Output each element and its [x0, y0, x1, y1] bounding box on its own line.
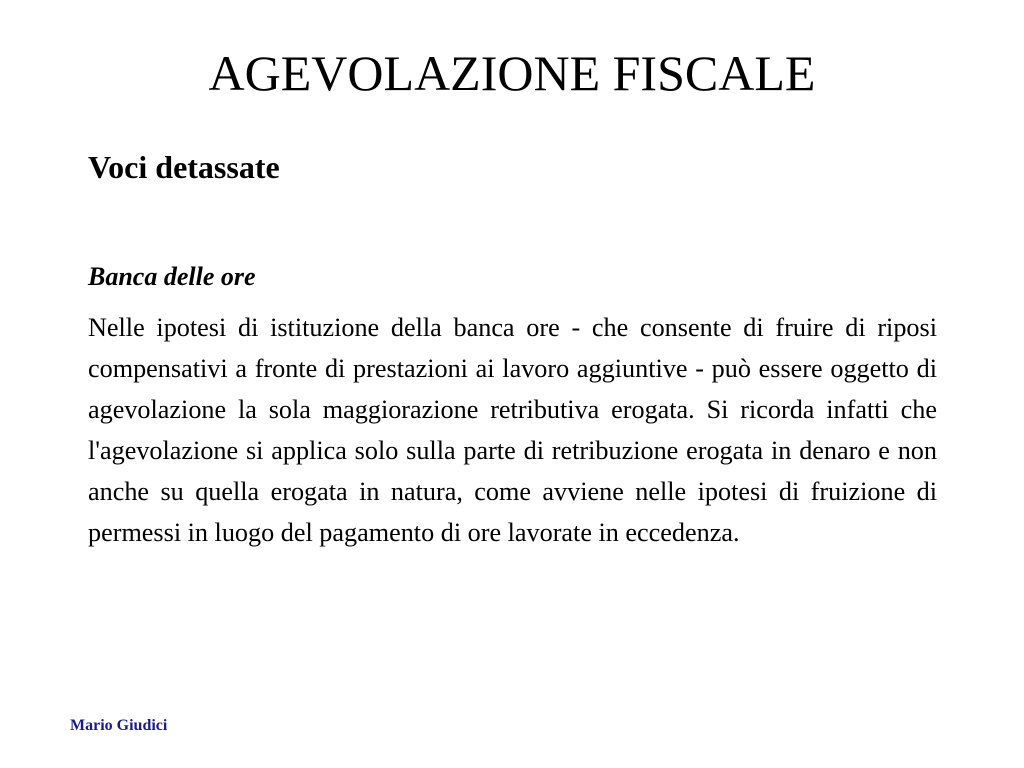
sub-heading: Banca delle ore	[88, 262, 256, 291]
slide-title: AGEVOLAZIONE FISCALE	[208, 45, 816, 101]
body-paragraph: Nelle ipotesi di istituzione della banca ore - che consente di fruire di riposi compensativi a fronte di prestazioni ai lavoro aggiuntive - può essere oggetto di agevolazione la sola maggiorazione retributiva erogata. Si ricorda infatti che l'agevolazione si applica solo sulla parte di retribuzione erogata in denaro e non anche su quella erogata in natura, come avviene nelle ipotesi di fruizione di permessi in luogo del pagamento di ore lavorate in eccedenza.	[88, 313, 937, 547]
section-heading: Voci detassate	[88, 149, 280, 185]
footer-author: Mario Giudici	[70, 717, 168, 734]
